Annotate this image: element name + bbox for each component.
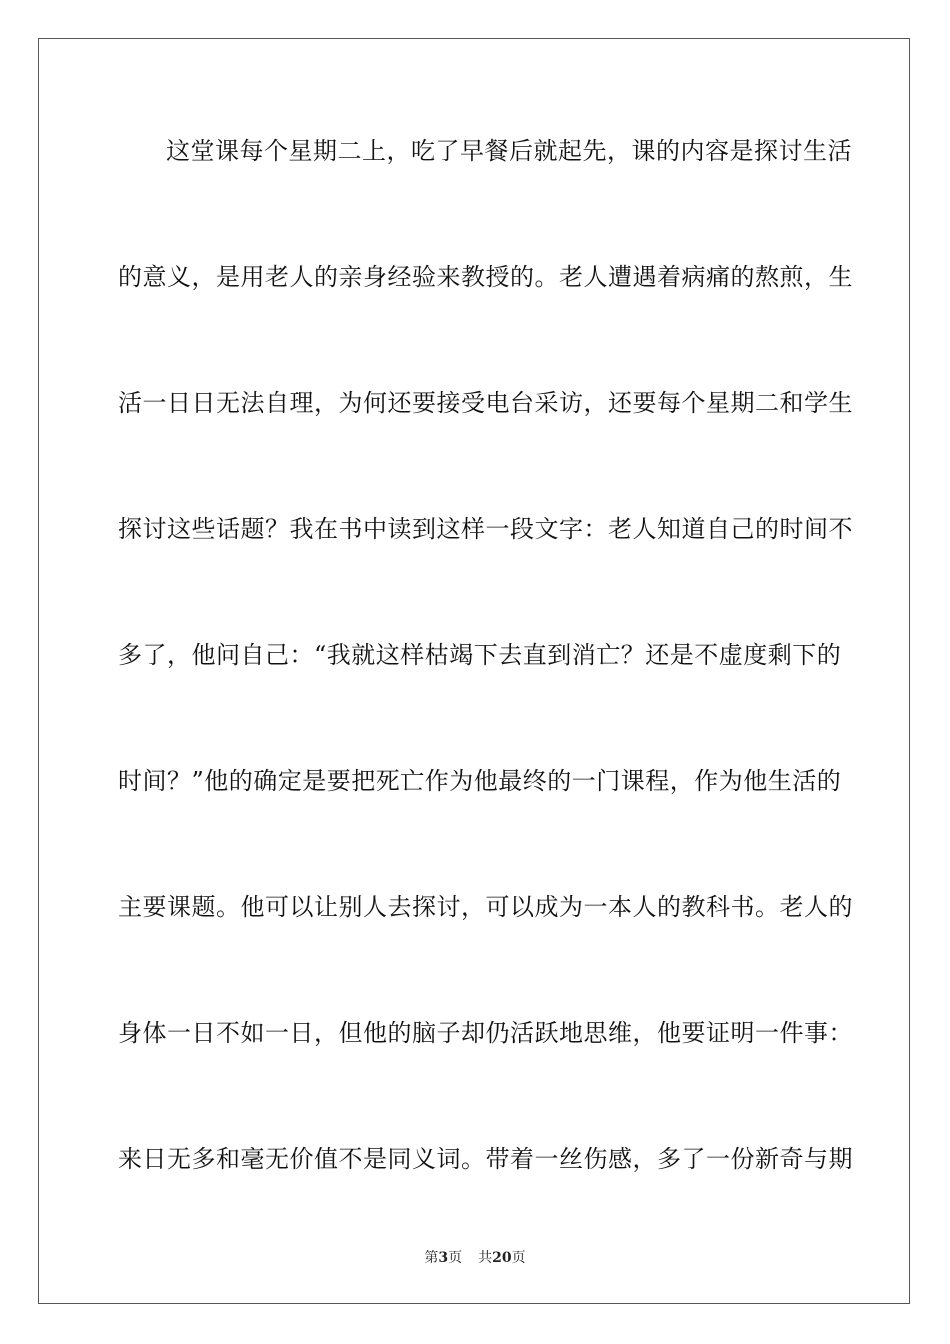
paragraph-line: 探讨这些话题？我在书中读到这样一段文字：老人知道自己的时间不 <box>118 515 853 543</box>
page-number: 3 <box>438 1250 449 1266</box>
paragraph-line: 来日无多和毫无价值不是同义词。带着一丝伤感，多了一份新奇与期 <box>118 1145 853 1173</box>
total-prefix: 共 <box>478 1250 493 1266</box>
total-pages: 20 <box>492 1250 512 1266</box>
paragraph-line: 主要课题。他可以让别人去探讨，可以成为一本人的教科书。老人的 <box>118 893 853 921</box>
paragraph-line: 活一日日无法自理，为何还要接受电台采访，还要每个星期二和学生 <box>118 389 853 417</box>
total-suffix: 页 <box>511 1250 526 1266</box>
paragraph-line: 这堂课每个星期二上，吃了早餐后就起先，课的内容是探讨生活 <box>166 137 852 165</box>
page-suffix: 页 <box>448 1250 463 1266</box>
page-prefix: 第 <box>424 1250 439 1266</box>
document-body <box>118 126 853 1260</box>
paragraph-line: 时间？”他的确定是要把死亡作为他最终的一门课程，作为他生活的 <box>118 767 842 795</box>
paragraph-line: 多了，他问自己：“我就这样枯竭下去直到消亡？还是不虚度剩下的 <box>118 641 842 669</box>
paragraph-line: 身体一日不如一日，但他的脑子却仍活跃地思维，他要证明一件事： <box>118 1019 853 1047</box>
paragraph-line: 的意义，是用老人的亲身经验来教授的。老人遭遇着病痛的熬煎，生 <box>118 263 853 291</box>
page-footer <box>0 1247 950 1267</box>
